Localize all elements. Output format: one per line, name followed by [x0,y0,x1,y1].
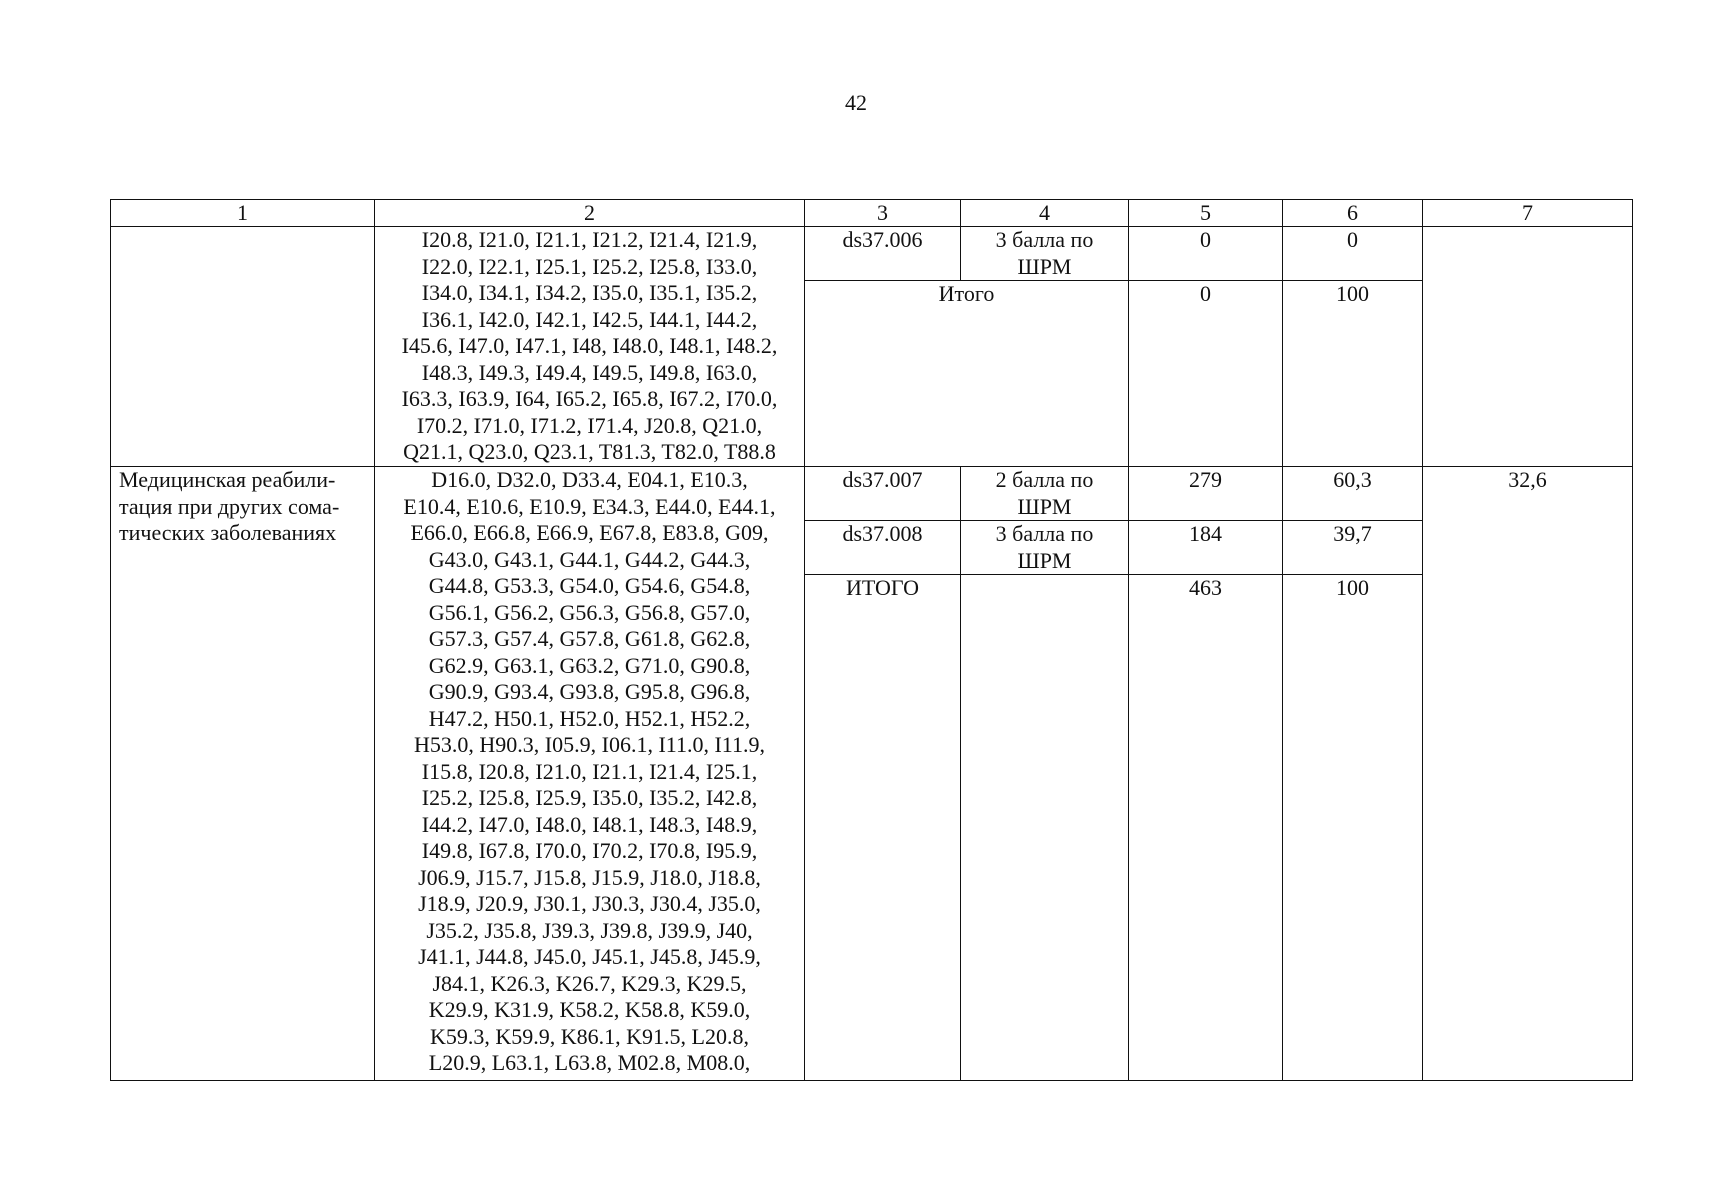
total-criterion-cell [961,575,1129,1081]
column-header-4: 4 [961,200,1129,227]
column-header-2: 2 [375,200,805,227]
count-cell: 184 [1129,521,1283,575]
count-cell: 0 [1129,227,1283,281]
diagnosis-codes-cell: D16.0, D32.0, D33.4, E04.1, E10.3, E10.4, E10.6, E10.9, E34.3, E44.0, E44.1, E66.0, E66.8, E66.9, E67.8, E83.8, G09, G43.0, G43.1, G44.1, G44.2, G44.3, G44.8, G53.3, G54.0, G54.6, G54.8, G56.1, G56.2, G56.3, G56.8, G57.0, G57.3, G57.4, G57.8, G61.8, G62.8, G62.9, G63.1, G63.2, G71.0, G90.8, G90.9, G93.4, G93.8, G95.8, G96.8, H47.2, H50.1, H52.0, H52.1, H52.2, H53.0, H90.3, I05.9, I06.1, I11.0, I11.9, I15.8, I20.8, I21.0, I21.1, I21.4, I25.1, I25.2, I25.8, I25.9, I35.0, I35.2, I42.8, I44.2, I47.0, I48.0, I48.1, I48.3, I48.9, I49.8, I67.8, I70.0, I70.2, I70.8, I95.9, J06.9, J15.7, J15.8, J15.9, J18.0, J18.8, J18.9, J20.9, J30.1, J30.3, J30.4, J35.0, J35.2, J35.8, J39.3, J39.8, J39.9, J40, J41.1, J44.8, J45.0, J45.1, J45.8, J45.9, J84.1, K26.3, K26.7, K29.3, K29.5, K29.9, K31.9, K58.2, K58.8, K59.0, K59.3, K59.9, K86.1, K91.5, L20.8, L20.9, L63.1, L63.8, M02.8, M08.0, [375,467,805,1081]
total-label-cell: Итого [805,281,1129,467]
total-label-cell: ИТОГО [805,575,961,1081]
criterion-cell: 3 балла по ШРМ [961,521,1129,575]
group-name-cell [111,227,375,467]
share-cell: 0 [1283,227,1423,281]
group-name-cell: Медицинская реабили- тация при других сома- тических заболеваниях [111,467,375,1081]
table-row [111,467,1633,521]
tariff-table [110,199,1633,1081]
diagnosis-codes-cell: I20.8, I21.0, I21.1, I21.2, I21.4, I21.9, I22.0, I22.1, I25.1, I25.2, I25.8, I33.0, I34.0, I34.1, I34.2, I35.0, I35.1, I35.2, I36.1, I42.0, I42.1, I42.5, I44.1, I44.2, I45.6, I47.0, I47.1, I48, I48.0, I48.1, I48.2, I48.3, I49.3, I49.4, I49.5, I49.8, I63.0, I63.3, I63.9, I64, I65.2, I65.8, I67.2, I70.0, I70.2, I71.0, I71.2, I71.4, J20.8, Q21.0, Q21.1, Q23.0, Q23.1, T81.3, T82.0, T88.8 [375,227,805,467]
ksg-code-cell: ds37.008 [805,521,961,575]
criterion-cell: 2 балла по ШРМ [961,467,1129,521]
share-cell: 60,3 [1283,467,1423,521]
table-row [111,227,1633,281]
criterion-cell: 3 балла по ШРМ [961,227,1129,281]
column-header-1: 1 [111,200,375,227]
coefficient-cell: 32,6 [1423,467,1633,1081]
ksg-code-cell: ds37.007 [805,467,961,521]
page-number: 42 [845,90,867,115]
ksg-code-cell: ds37.006 [805,227,961,281]
share-cell: 39,7 [1283,521,1423,575]
count-cell: 279 [1129,467,1283,521]
total-share-cell: 100 [1283,281,1423,467]
total-share-cell: 100 [1283,575,1423,1081]
column-header-3: 3 [805,200,961,227]
column-header-5: 5 [1129,200,1283,227]
column-header-7: 7 [1423,200,1633,227]
total-count-cell: 0 [1129,281,1283,467]
column-header-6: 6 [1283,200,1423,227]
total-count-cell: 463 [1129,575,1283,1081]
column-number-row [111,200,1633,227]
coefficient-cell [1423,227,1633,467]
